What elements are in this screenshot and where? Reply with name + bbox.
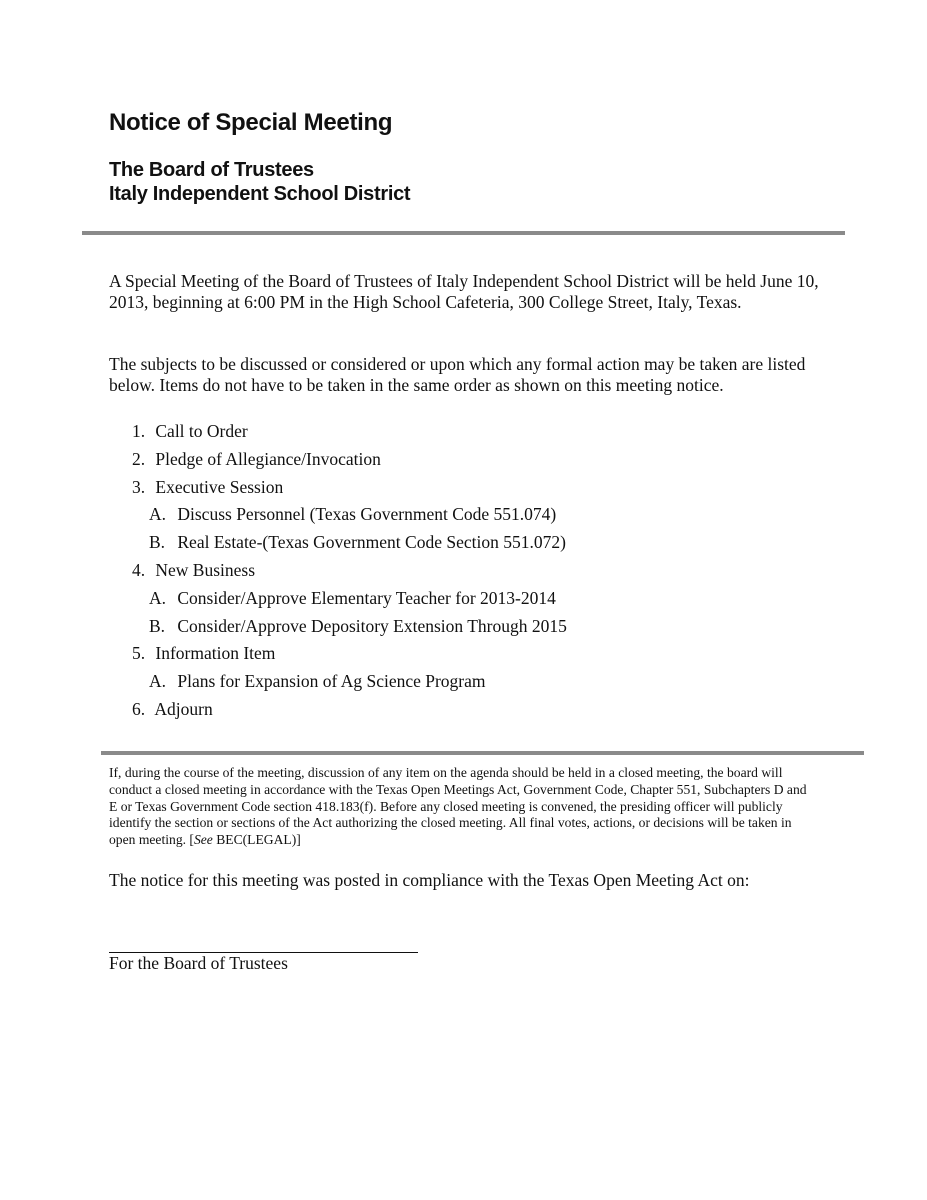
agenda-subitem-letter: A. — [149, 671, 167, 692]
footnote-see: See — [193, 832, 213, 848]
agenda-subitem — [109, 670, 567, 698]
agenda-item-number: 6. — [132, 698, 146, 719]
agenda-subitem-letter: A. — [149, 587, 167, 608]
agenda-item-text: Adjourn — [154, 698, 213, 719]
page-title: Notice of Special Meeting — [109, 109, 393, 136]
agenda-subitem-letter: A. — [149, 504, 167, 525]
agenda-item-number: 1. — [132, 421, 146, 441]
agenda-subitem — [109, 587, 567, 615]
agenda-item-text: Call to Order — [155, 421, 248, 441]
agenda-subitem-text: Real Estate-(Texas Government Code Section 551.072) — [177, 532, 566, 553]
agenda-subitem — [109, 503, 567, 531]
board-heading-line1: The Board of Trustees — [109, 159, 314, 181]
agenda-item-number: 2. — [132, 448, 146, 469]
agenda-item-number: 4. — [132, 559, 146, 580]
agenda-list — [109, 420, 567, 726]
agenda-item-number: 3. — [132, 476, 146, 497]
agenda-subitem — [109, 531, 567, 559]
agenda-item-text: Information Item — [155, 643, 276, 664]
agenda-item — [109, 476, 567, 504]
agenda-item — [109, 698, 567, 726]
agenda-subitem-text: Discuss Personnel (Texas Government Code 551.074) — [177, 504, 557, 525]
board-heading — [109, 158, 410, 206]
agenda-item-text: New Business — [155, 559, 256, 580]
agenda-item-text: Pledge of Allegiance/Invocation — [155, 448, 381, 469]
agenda-item — [109, 420, 567, 448]
footnote-reference: BEC(LEGAL)] — [212, 832, 301, 848]
board-heading-line2: Italy Independent School District — [109, 183, 411, 205]
top-divider — [82, 231, 845, 235]
agenda-subitem-text: Plans for Expansion of Ag Science Program — [177, 671, 486, 692]
bottom-divider — [101, 751, 864, 755]
posting-statement: The notice for this meeting was posted in compliance with the Texas Open Meeting Act on: — [109, 870, 750, 890]
agenda-item — [109, 559, 567, 587]
signature-label: For the Board of Trustees — [109, 953, 288, 973]
agenda-intro: The subjects to be discussed or considered or upon which any formal action may be taken are listed below. Items do not have to be taken in the same order as shown on this meeting notice. — [109, 354, 806, 395]
footnote-text: If, during the course of the meeting, discussion of any item on the agenda should be held in a closed meeting, the board will conduct a closed meeting in accordance with the Texas Open Meetings Act, Government Code, Chapter 551, Subchapters D and E or Texas Government Code section 418.183(f). Before any closed meeting is convened, the presiding officer will publicly identify the section or sections of the Act authorizing the closed meeting. All final votes, actions, or decisions will be taken in open meeting. [ — [109, 765, 807, 848]
agenda-subitem-letter: B. — [149, 615, 166, 636]
agenda-item-text: Executive Session — [155, 476, 284, 497]
closed-meeting-footnote — [109, 765, 809, 849]
agenda-subitem-text: Consider/Approve Depository Extension Through 2015 — [177, 615, 567, 636]
agenda-subitem-text: Consider/Approve Elementary Teacher for 2013-2014 — [177, 587, 556, 608]
agenda-item-number: 5. — [132, 643, 146, 664]
agenda-subitem — [109, 615, 567, 643]
agenda-item — [109, 642, 567, 670]
agenda-item — [109, 448, 567, 476]
agenda-subitem-letter: B. — [149, 532, 166, 553]
meeting-announcement: A Special Meeting of the Board of Trustees of Italy Independent School District will be held June 10, 2013, beginning at 6:00 PM in the High School Cafeteria, 300 College Street, Italy, Texas. — [109, 271, 819, 312]
